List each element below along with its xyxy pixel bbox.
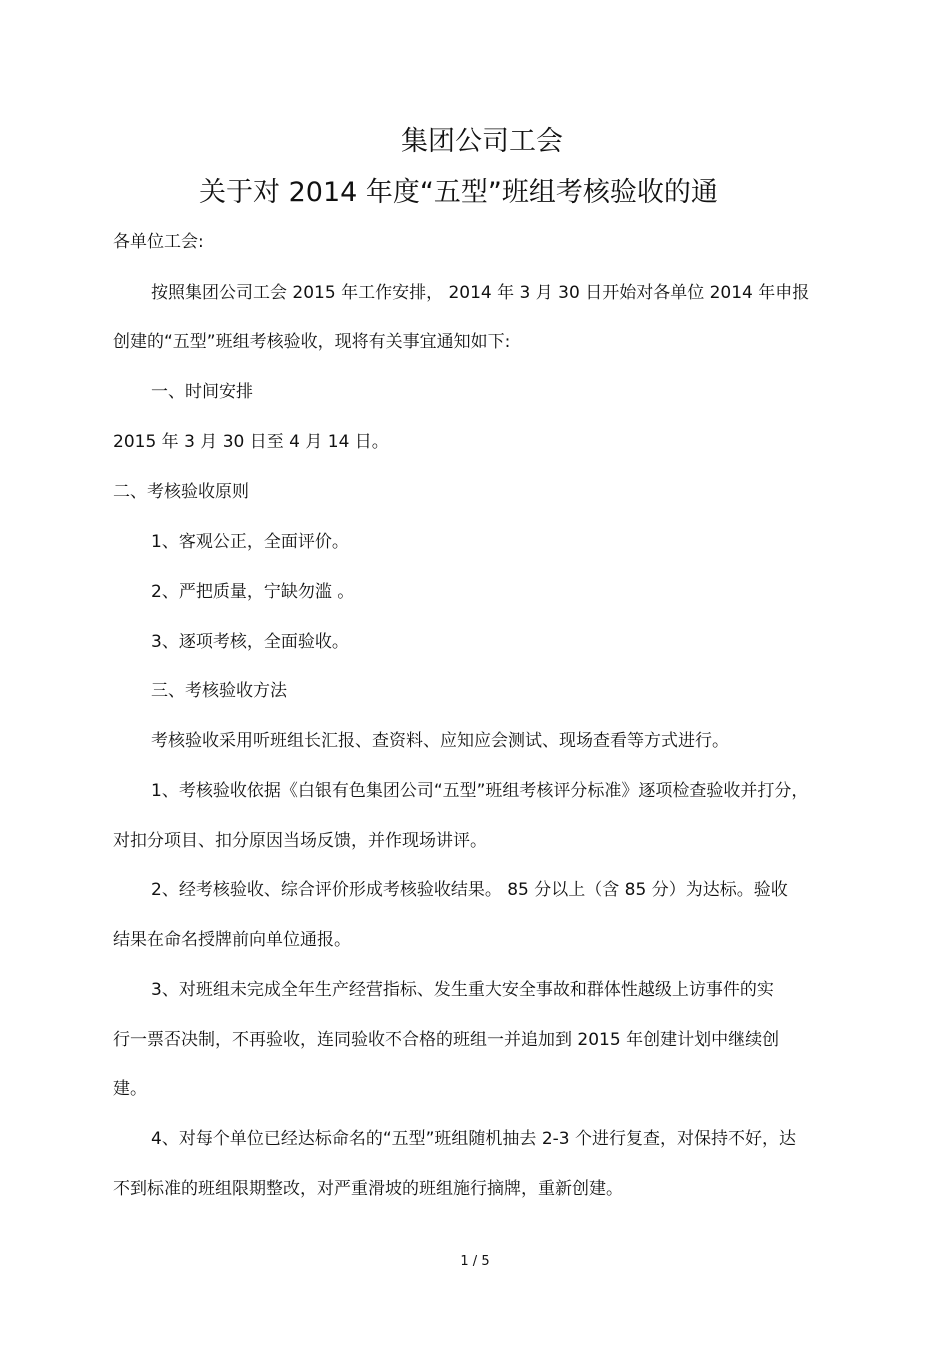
paragraph-line: 按照集团公司工会 2015 年工作安排， 2014 年 3 月 30 日开始对各单位 2014 年申报 (151, 283, 810, 303)
document-title-line1: 集团公司工会 (401, 126, 563, 157)
section-heading: 一、时间安排 (151, 382, 253, 402)
list-item: 2、严把质量，宁缺勿滥 。 (151, 582, 355, 602)
list-item: 3、逐项考核，全面验收。 (151, 632, 349, 652)
salutation: 各单位工会: (113, 232, 204, 252)
section-heading: 三、考核验收方法 (151, 681, 287, 701)
paragraph-line: 对扣分项目、扣分原因当场反馈，并作现场讲评。 (113, 831, 487, 851)
paragraph-line: 建。 (113, 1079, 147, 1099)
paragraph-line: 考核验收采用听班组长汇报、查资料、应知应会测试、现场查看等方式进行。 (151, 731, 729, 751)
paragraph-line: 2、经考核验收、综合评价形成考核验收结果。 85 分以上（含 85 分）为达标。验收 (151, 880, 788, 900)
paragraph-line: 不到标准的班组限期整改，对严重滑坡的班组施行摘牌，重新创建。 (113, 1179, 623, 1199)
document-title-line2: 关于对 2014 年度“五型”班组考核验收的通 (199, 177, 718, 208)
list-item: 1、客观公正，全面评价。 (151, 532, 349, 552)
paragraph-line: 4、对每个单位已经达标命名的“五型”班组随机抽去 2-3 个进行复查，对保持不好，达 (151, 1129, 797, 1149)
paragraph-line: 2015 年 3 月 30 日至 4 月 14 日。 (113, 432, 389, 452)
page-number: 1 / 5 (460, 1254, 490, 1269)
paragraph-line: 行一票否决制，不再验收，连同验收不合格的班组一并追加到 2015 年创建计划中继续创 (113, 1030, 780, 1050)
paragraph-line: 3、对班组未完成全年生产经营指标、发生重大安全事故和群体性越级上访事件的实 (151, 980, 774, 1000)
paragraph-line: 1、考核验收依据《白银有色集团公司“五型”班组考核评分标准》逐项检查验收并打分， (151, 781, 809, 801)
section-heading: 二、考核验收原则 (113, 482, 249, 502)
paragraph-line: 创建的“五型”班组考核验收，现将有关事宜通知如下: (113, 332, 511, 352)
paragraph-line: 结果在命名授牌前向单位通报。 (113, 930, 351, 950)
